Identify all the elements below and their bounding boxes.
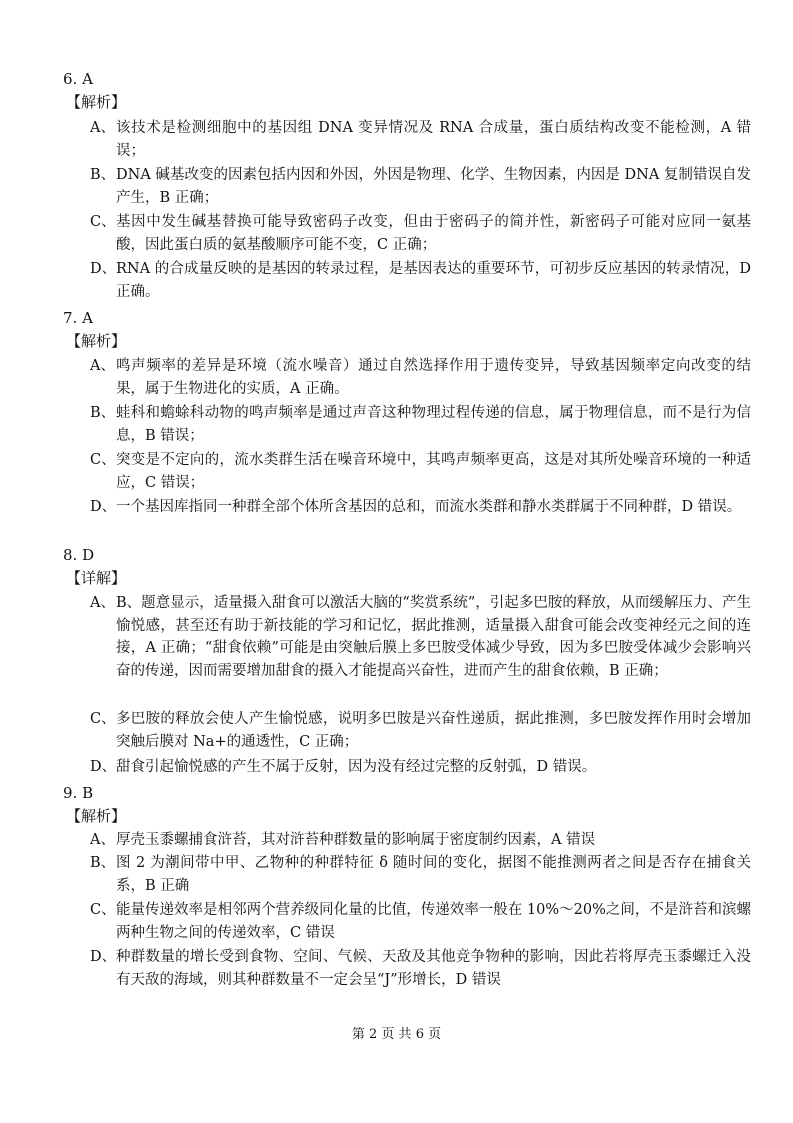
- option-letter: A、: [90, 120, 115, 136]
- option-letter: C、: [90, 711, 116, 727]
- option-letter: C、: [90, 452, 116, 468]
- option-text: 种群数量的增长受到食物、空间、气候、天敌及其他竞争物种的影响，因此若将厚壳玉黍螺迁入没有天敌的海域，则其种群数量不一定会呈“J”形增长，D 错误: [116, 949, 751, 988]
- option-text: B、题意显示，适量摄入甜食可以激活大脑的“奖赏系统”，引起多巴胺的释放，从而缓解压力、产生愉悦感，甚至还有助于新技能的学习和记忆，据此推测，适量摄入甜食可能会改变神经元之间的连接，A 正确；“甜食依赖”可能是由突触后膜上多巴胺受体减少导致，因为多巴胺受体减少会影响兴奋的传递，因而需要增加甜食的摄入才能提高兴奋性，进而产生的甜食依赖，B 正确；: [116, 595, 751, 679]
- option-letter: A、: [90, 595, 115, 611]
- option-letter: A、: [90, 358, 115, 374]
- option-text: 基因中发生碱基替换可能导致密码子改变，但由于密码子的简并性，新密码子可能对应同一氨基酸，因此蛋白质的氨基酸顺序可能不变，C 正确；: [116, 214, 751, 253]
- option-letter: D、: [90, 949, 117, 965]
- option-letter: C、: [90, 214, 116, 230]
- option-letter: D、: [90, 499, 117, 515]
- analysis-tag: 【解析】: [66, 807, 127, 825]
- option-text: 该技术是检测细胞中的基因组 DNA 变异情况及 RNA 合成量，蛋白质结构改变不能检测，A 错误；: [116, 120, 751, 159]
- option-text: 蛙科和蟾蜍科动物的鸣声频率是通过声音这种物理过程传递的信息，属于物理信息，而不是行为信息，B 错误；: [116, 405, 751, 444]
- option-letter: D、: [90, 261, 117, 277]
- option-text: 能量传递效率是相邻两个营养级同化量的比值，传递效率一般在 10%～20%之间，不是浒苔和滨螺两种生物之间的传递效率，C 错误: [116, 902, 751, 941]
- analysis-tag: 【解析】: [66, 93, 127, 111]
- option-letter: D、: [90, 759, 117, 775]
- answer-number: 7. A: [63, 309, 93, 327]
- page-footer: 第 2 页 共 6 页: [351, 1027, 442, 1042]
- answer-number: 6. A: [63, 70, 93, 88]
- answer-number: 9. B: [63, 784, 94, 802]
- option-text: 一个基因库指同一种群全部个体所含基因的总和，而流水类群和静水类群属于不同种群，D 错误。: [116, 499, 742, 515]
- option-letter: A、: [90, 832, 115, 848]
- option-text: 多巴胺的释放会使人产生愉悦感，说明多巴胺是兴奋性递质，据此推测，多巴胺发挥作用时会增加突触后膜对 Na+的通透性，C 正确；: [116, 711, 751, 750]
- answer-number: 8. D: [63, 546, 95, 564]
- option-text: 突变是不定向的，流水类群生活在噪音环境中，其鸣声频率更高，这是对其所处噪音环境的一种适应，C 错误；: [116, 452, 751, 491]
- option-text: 鸣声频率的差异是环境（流水噪音）通过自然选择作用于遗传变异，导致基因频率定向改变的结果，属于生物进化的实质，A 正确。: [116, 358, 751, 397]
- option-text: 厚壳玉黍螺捕食浒苔，其对浒苔种群数量的影响属于密度制约因素，A 错误: [116, 832, 596, 848]
- option-letter: B、: [90, 855, 116, 871]
- option-letter: B、: [90, 405, 116, 421]
- option-letter: C、: [90, 902, 116, 918]
- option-letter: B、: [90, 167, 116, 183]
- option-text: RNA 的合成量反映的是基因的转录过程，是基因表达的重要环节，可初步反应基因的转录情况，D 正确。: [116, 261, 751, 300]
- option-text: 图 2 为潮间带中甲、乙物种的种群特征 δ 随时间的变化，据图不能推测两者之间是否存在捕食关系，B 正确: [116, 855, 751, 894]
- option-text: 甜食引起愉悦感的产生不属于反射，因为没有经过完整的反射弧，D 错误。: [116, 759, 597, 775]
- analysis-tag: 【详解】: [66, 569, 127, 587]
- analysis-tag: 【解析】: [66, 332, 127, 350]
- option-text: DNA 碱基改变的因素包括内因和外因，外因是物理、化学、生物因素，内因是 DNA 复制错误自发产生，B 正确；: [116, 167, 751, 206]
